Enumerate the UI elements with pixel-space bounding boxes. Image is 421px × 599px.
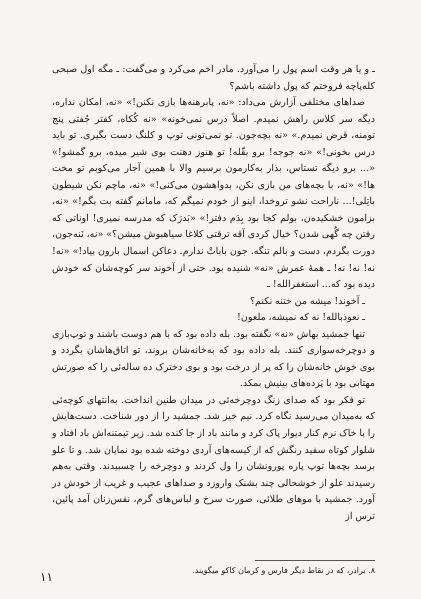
page-number: ۱۱ [40, 570, 53, 584]
footnote-divider [255, 560, 375, 561]
footnote: ۸. برادر، که در نقاط دیگر فارس و کرمان کاکو میگویند. [192, 566, 375, 575]
paragraph: ـ آخوند! میشه من ختنه نکنم؟ [249, 295, 365, 307]
paragraph: تو فکر بود که صدای زنگ دوچرخه‌ئی در میدان طنین انداخت. به‌انتهای کوچه‌ئی که به‌میدان می‌رسید نگاه کرد. نیم خیز شد. جمشید را از دور شناخت. دست‌هایش را با خاک نرم کنار دیوار پاک کرد و مانند باد از جا کنده شد. زیر تیمتنه‌اش باد افتاد و شلوار کوتاه سفید رنگش که از کیسه‌های آردی دوخته شده بود نمایان شد. و تا علو برسد بچه‌ها توپ پاره پورونشان را ول کردند و دوچرخه را چسبیدند. وقتی به‌هم رسیدند علو از خوشحالی چند بشنک واروزد و صداهای عجیب و غریب از خودش در آورد. جمشید با موهای طلائی، صورت سرخ و لباس‌های گرم، نفس‌زنان آمد پائین، ترس از [52, 394, 375, 522]
body-text [52, 62, 375, 525]
paragraph: ـ و یا هر وقت اسم پول را می‌آورد. مادر اخم می‌کرد و می‌گفت: ـ مگه اول صبحی کله‌پاچه فروختم که پول داشته باشم؟ [52, 64, 375, 92]
paragraph: ـ نعوذبالله! نه که نمیشه، ملعون! [236, 312, 365, 324]
paragraph: تنها جمشید بهاش «نه» نگفته بود. بله داده بود که با هم دوست باشند و توپ‌بازی و دوچرخه‌سواری کنند. بله داده بود که به‌خانه‌شان بروند، تو اتاق‌هاشان بگردد و بوی خوش خانه‌شان را که پر از درخت بود و بوی دخترک ده ساله‌ئی را که صورتش مهتابی بود با پَرده‌های بینیش بمکد. [52, 328, 375, 390]
paragraph: صداهای مختلفی آزارش می‌داد: «نه، پابرهنه‌ها بازی نکنن!» «نه، امکان نداره، دیگه سر کلاس راهش نمیدم. اصلاً درس نمی‌خونه» «نه کُکاه، کفتر جُفتی پنج تومنه، قرض نمیدم.» «نه بچه‌جون. تو نمی‌تونی توپ و کلنگ دست بگیری. تو باید درس بخونی!» «نه جوجه! برو بقّله! تو هنوز دهنت بوی شیر میده، برو گمشو!» «... برو دیگه تستاس، بذار به‌کارمون برسیم والا با همین آجار می‌کوبم تو مخت ها!» «نه، با بچه‌های من بازی نکن، بدواهشون می‌کنی!» «نه، ماچم نکن شیطون باتِلی!... ناراحت نشو تروخدا، اینو از خودم نمیگم که، مامانم گفته بت بگم!» «نه، بزامون خشکیده‌ن، بولم کجا بود بِدَم دفتر!» «بَدرَک که مدرسه نمیری! اوناتی که رفتن چه گُهی شدن؟ خیال کردی آقه ترقتی کلاغا سیاهبوش میشن؟» «نه، نَنه‌جون، دورت بگردم، دست و بالم تنگه. جون باباتْ ندارم. دعاکن اسمال بارون بیاد!» «نه! نه! نه! نه! ـ همهٔ عمرش «نه» شنیده بود. حتی از آخوند سر کوچه‌شان که خودش دیده بود که... استغفرالله! ـ [52, 97, 375, 291]
